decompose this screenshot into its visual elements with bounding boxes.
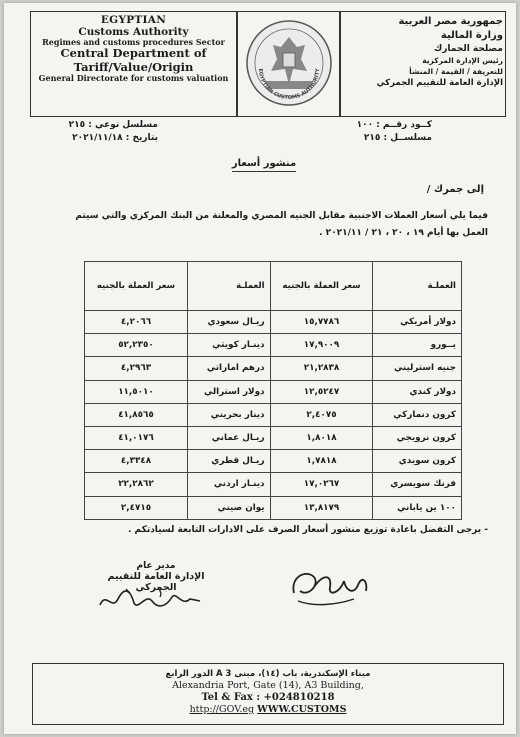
currency-rate: ١٧,٠٢٦٧ <box>270 473 373 496</box>
code-number: كــود رقــم : ١٠٠ <box>356 120 432 130</box>
body-line-1: فيما يلي أسعار العملات الاجنبية مقابل الجنيه المصري والمعلنة من البنك المركزي والتي سيتم <box>75 211 488 221</box>
signatory-title: مدير عام <box>136 561 176 571</box>
header-rate-1: سعر العملة بالجنيه <box>270 262 373 311</box>
currency-name: جنيه استرليني <box>373 357 462 380</box>
header-rate-2: سعر العملة بالجنيه <box>85 262 188 311</box>
ar-line-3: مصلحة الجمارك <box>434 44 503 55</box>
currency-name: ١٠٠ ين ياباني <box>373 496 462 519</box>
currency-rate: ١٣,٨١٧٩ <box>270 496 373 519</box>
currency-name: دينـار كويتي <box>187 334 270 357</box>
table-row <box>85 311 462 334</box>
currency-rate: ١٥,٧٧٨٦ <box>270 311 373 334</box>
footer-english-address: Alexandria Port, Gate (14), A3 Building, <box>172 679 364 691</box>
ar-line-6: الإدارة العامة للتقييم الجمركي <box>376 78 503 89</box>
currency-name: كرون دنماركي <box>373 403 462 426</box>
customs-seal-logo <box>245 19 333 107</box>
serial-number: مسلســل : ٢١٥ <box>363 133 432 144</box>
currency-rate: ١٢,٥٢٤٧ <box>270 380 373 403</box>
reference-left <box>69 119 158 145</box>
currency-rate: ٢,٤٠٧٥ <box>270 403 373 426</box>
table-row <box>85 334 462 357</box>
currency-rate: ٤١,٨٥٦٥ <box>85 403 188 426</box>
currency-name: ريـال قطري <box>187 450 270 473</box>
currency-rate: ٤١,٠١٧٦ <box>85 426 188 449</box>
currency-rate: ٢٢,٢٨٦٢ <box>85 473 188 496</box>
letterhead <box>30 11 506 117</box>
handwritten-signature-left <box>96 581 206 617</box>
footer-web-gov[interactable]: http://GOV.eg <box>189 704 255 715</box>
currency-name: فرنك سويسري <box>373 473 462 496</box>
ar-line-5: للتعريفة / القيمة / المنشأ <box>409 66 503 76</box>
currency-rate: ١,٧٨١٨ <box>270 450 373 473</box>
issue-date: بتاريخ : ٢٠٢١/١١/١٨ <box>72 133 158 144</box>
footer-telfax: Tel & Fax : +024810218 <box>201 691 335 703</box>
currency-name: دينـار اردني <box>187 473 270 496</box>
addressee: إلى جمرك / <box>426 184 484 195</box>
handwritten-signature-right <box>284 563 374 613</box>
table-row <box>85 380 462 403</box>
currency-rate: ٤,٢٠٦٦ <box>85 311 188 334</box>
currency-name: دولار استرالي <box>187 380 270 403</box>
currency-rate: ١,٨٠١٨ <box>270 426 373 449</box>
currency-rate: ١٧,٩٠٠٩ <box>270 334 373 357</box>
reference-right <box>357 119 432 145</box>
table-row <box>85 450 462 473</box>
currency-rate: ٥٢,٢٣٥٠ <box>85 334 188 357</box>
exchange-rates-table <box>84 261 462 520</box>
currency-name: كرون سويدي <box>373 450 462 473</box>
ar-line-1: جمهورية مصر العربية <box>398 16 503 27</box>
currency-rate: ٤,٣٣٤٨ <box>85 450 188 473</box>
currency-name: دولار أمريكي <box>373 311 462 334</box>
currency-rate: ٤,٢٩٦٣ <box>85 357 188 380</box>
currency-rate: ٢,٤٧١٥ <box>85 496 188 519</box>
currency-name: ريـال سعودي <box>187 311 270 334</box>
currency-name: دولار كندي <box>373 380 462 403</box>
footer-arabic-address: ميناء الإسكندرية، باب (١٤)، مبنى A 3 الدور الرابع <box>165 669 371 679</box>
currency-name: يوان صيني <box>187 496 270 519</box>
letterhead-divider-right <box>339 12 341 116</box>
table-row <box>85 473 462 496</box>
header-currency-1: العملـة <box>373 262 462 311</box>
letterhead-divider-left <box>236 12 238 116</box>
currency-name: درهم اماراتي <box>187 357 270 380</box>
seal-text: EGYPTIAN CUSTOMS AUTHORITY <box>256 68 322 102</box>
ar-line-2: وزارة المالية <box>440 30 503 42</box>
en-line-4: Central Department of <box>60 46 207 61</box>
en-line-3: Regimes and customs procedures Sector <box>42 37 225 48</box>
en-line-2: Customs Authority <box>78 26 189 39</box>
ar-line-4: رئيس الإدارة المركزية <box>422 56 503 66</box>
table-row <box>85 403 462 426</box>
type-serial: مسلسل نوعي : ٢١٥ <box>68 120 158 130</box>
distribution-note: - يرجى التفضل باعادة توزيع منشور أسعار الصرف على الادارات التابعة لسيادتكم . <box>127 525 488 535</box>
footer-contact-box <box>32 663 504 725</box>
footer-web-customs[interactable]: WWW.CUSTOMS <box>257 704 347 715</box>
table-row <box>85 426 462 449</box>
currency-name: دينار بحريني <box>187 403 270 426</box>
en-line-1: EGYPTIAN <box>100 14 167 26</box>
body-line-2: العمل بها أيام ١٩ ، ٢٠ ، ٢١ / ٢٠٢١/١١ . <box>319 228 488 239</box>
footer-website <box>33 704 503 716</box>
currency-name: يــورو <box>373 334 462 357</box>
signatory-department: الإدارة العامة للتقييم الجمركي <box>107 571 205 593</box>
currency-rate: ١١,٥٠١٠ <box>85 380 188 403</box>
en-line-6: General Directorate for customs valuation <box>38 72 229 83</box>
letterhead-english <box>31 14 236 83</box>
document-page <box>4 3 516 734</box>
currency-name: كرون نرويجي <box>373 426 462 449</box>
en-line-5: Tariff/Value/Origin <box>73 59 194 74</box>
table-row <box>85 496 462 519</box>
table-header-row <box>85 262 462 311</box>
table-row <box>85 357 462 380</box>
currency-rate: ٢١,٢٨٣٨ <box>270 357 373 380</box>
header-currency-2: العملـة <box>187 262 270 311</box>
body-text <box>28 208 488 242</box>
document-title: منشور أسعار <box>214 158 314 169</box>
letterhead-arabic <box>343 15 503 89</box>
currency-name: ريـال عماني <box>187 426 270 449</box>
